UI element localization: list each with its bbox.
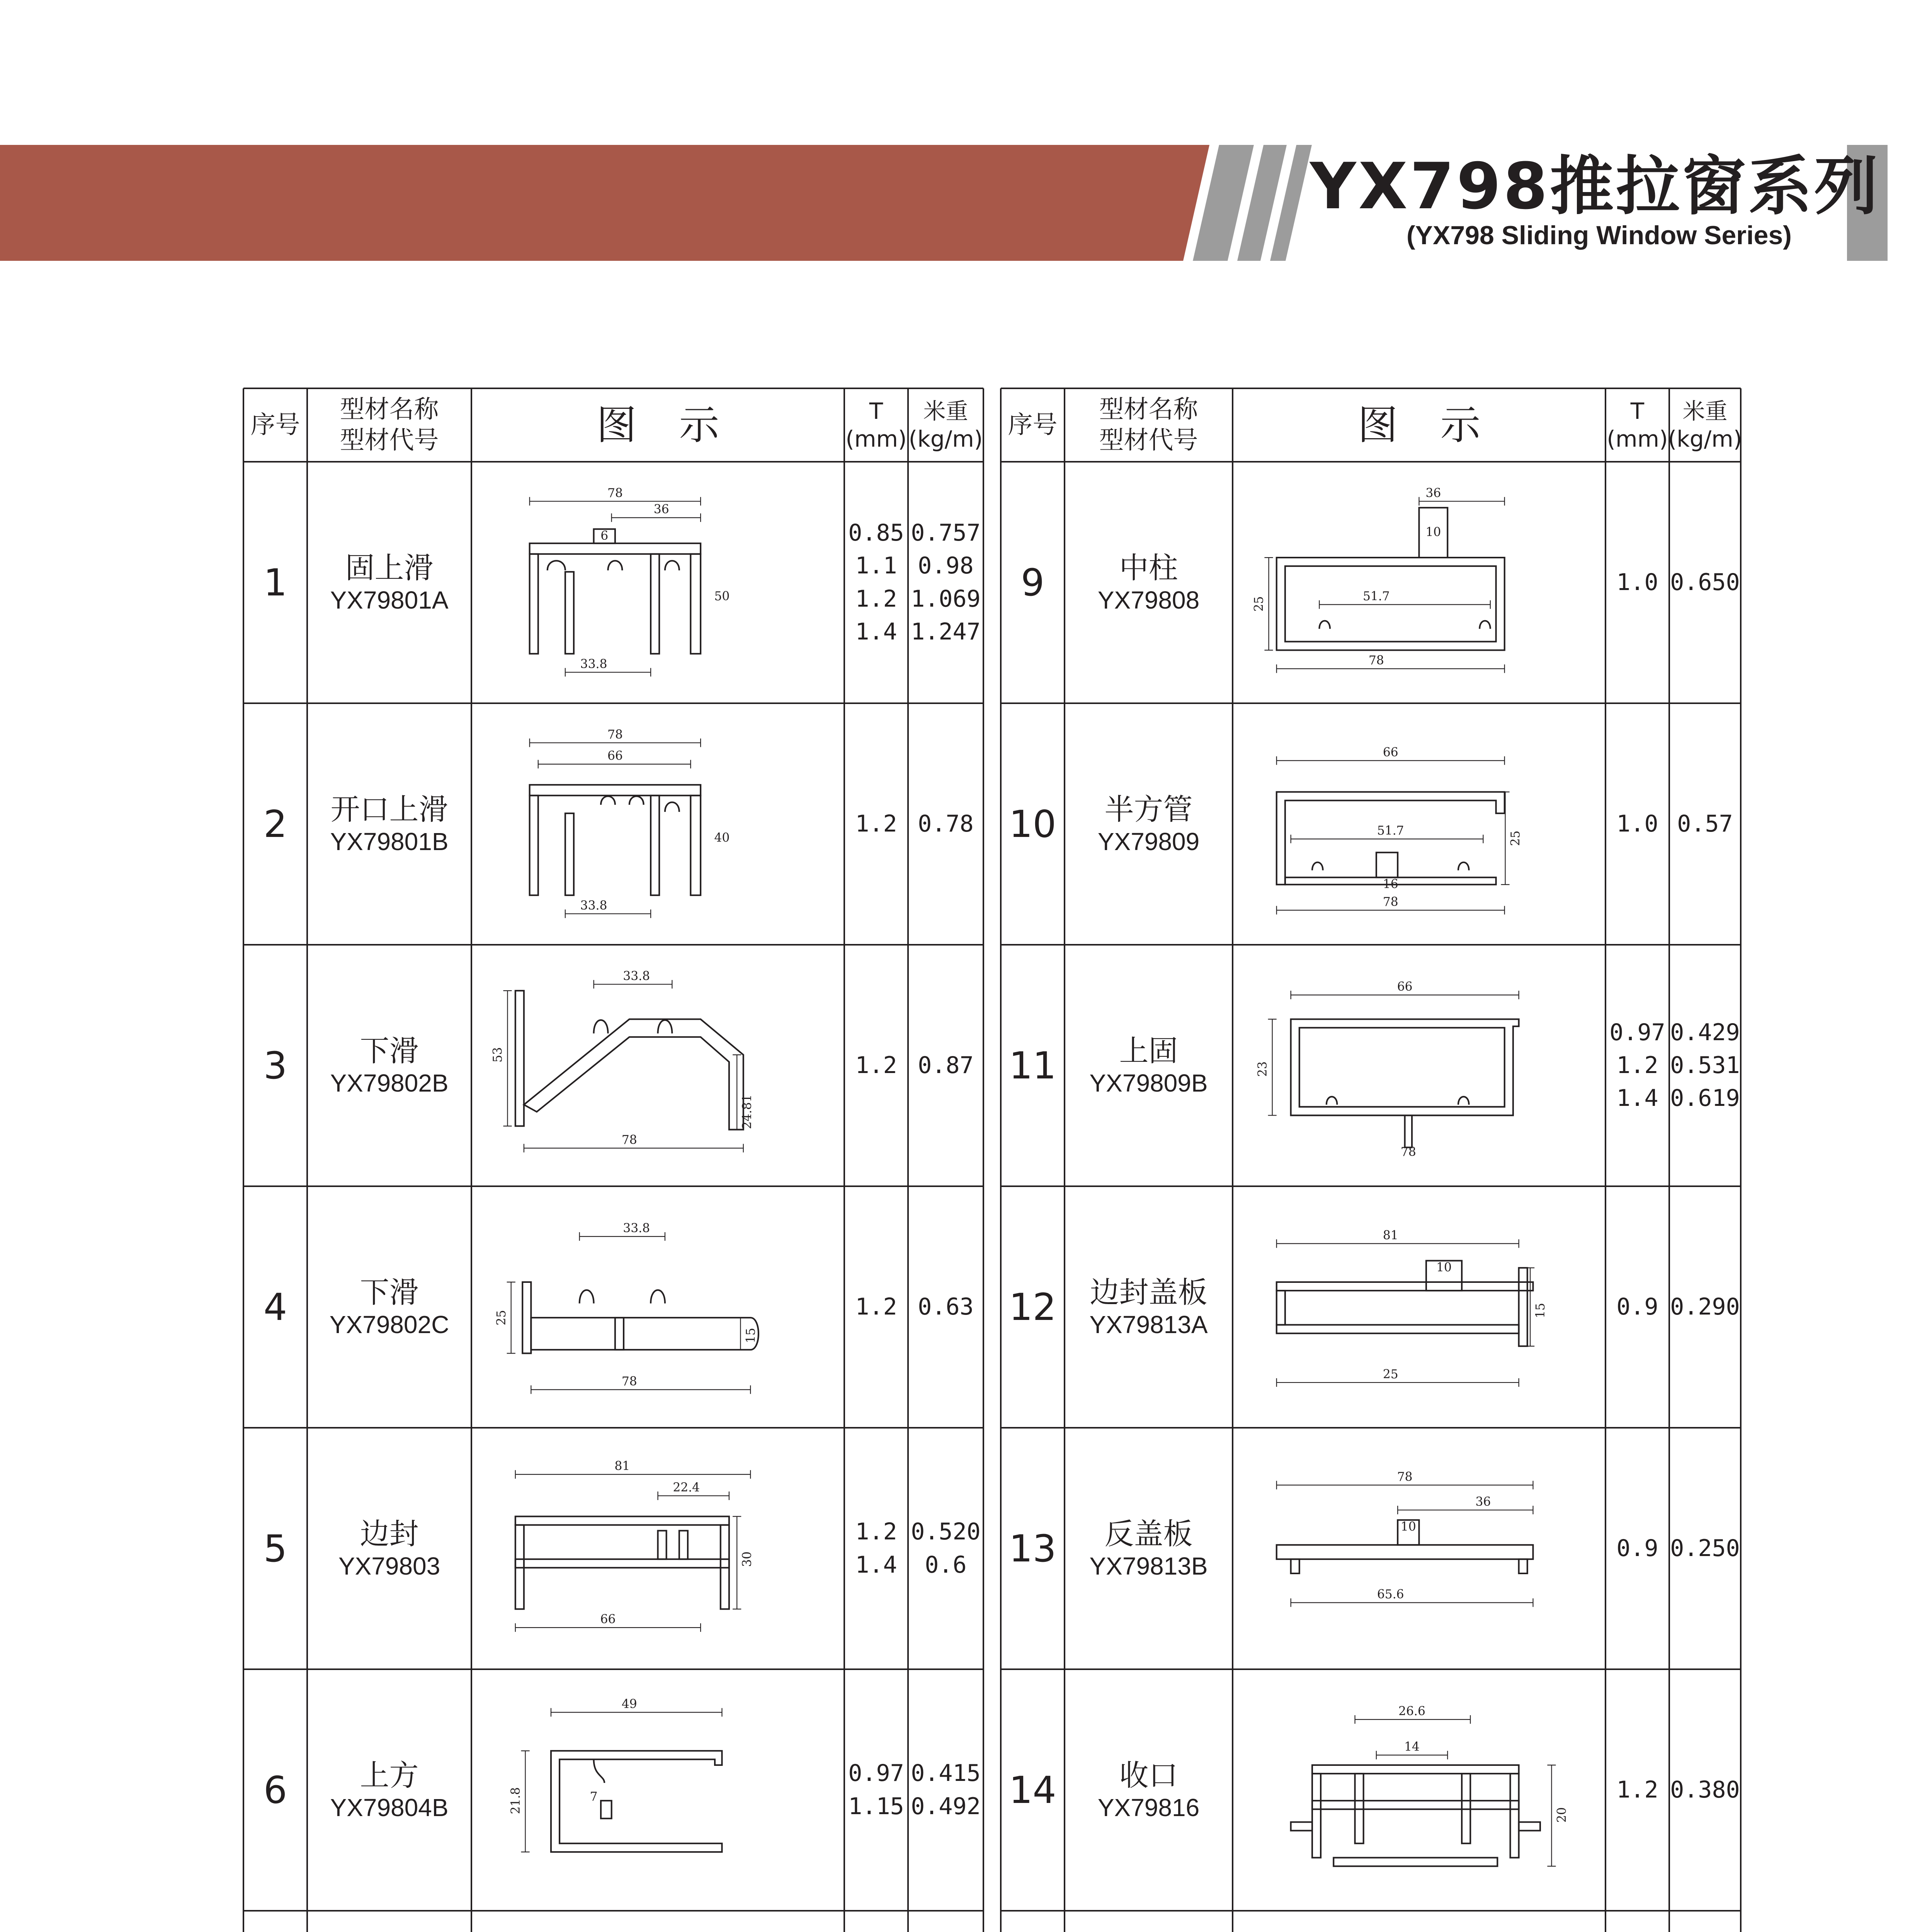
dimension-label: 78: [1368, 653, 1384, 668]
profile-outline: [690, 796, 701, 895]
dimension-label: 10: [1425, 525, 1441, 539]
profile-name: 反盖板: [1104, 1516, 1193, 1551]
dimension-label: 81: [614, 1459, 630, 1473]
profile-drawing: [1248, 1202, 1590, 1412]
profile-drawing: [487, 1443, 829, 1654]
weight-cell: [908, 945, 983, 1186]
dimension-label: 25: [1383, 1367, 1398, 1381]
profile-drawing: [1248, 477, 1590, 688]
thickness-value: 0.97: [1609, 1019, 1665, 1046]
weight-value: 0.290: [1670, 1293, 1740, 1320]
profile-drawing: [1248, 1685, 1590, 1895]
profile-outline: [530, 796, 538, 895]
thickness-value: 1.4: [1616, 1085, 1658, 1112]
thickness-value: 1.1: [855, 552, 897, 580]
profile-drawing-svg: [487, 960, 829, 1171]
dimension-label: 7: [590, 1790, 598, 1804]
row-number: [243, 1428, 307, 1669]
header-name-line1: 型材名称: [340, 395, 439, 424]
thickness-cell: [844, 1186, 908, 1428]
weight-value: 0.757: [911, 519, 981, 547]
weight-cell: [1669, 1186, 1741, 1428]
header-red-band: [0, 145, 1209, 261]
profile-code: YX79802C: [329, 1310, 449, 1338]
weight-value: 0.520: [911, 1518, 981, 1546]
thickness-cell: [1605, 1911, 1669, 1932]
weight-cell: [908, 462, 983, 703]
dimension-label: 78: [621, 1133, 637, 1147]
profile-outline: [615, 1318, 624, 1350]
weight-cell: [1669, 1669, 1741, 1911]
row-number: [243, 945, 307, 1186]
weight-value: 0.57: [1677, 810, 1733, 837]
row-number-text: 5: [263, 1527, 287, 1570]
header-name-right: [1065, 388, 1233, 462]
profile-name-cell: [1065, 1186, 1233, 1428]
header-name-line1: 型材名称: [1099, 395, 1198, 424]
profile-outline: [1291, 1822, 1312, 1830]
header-weight-line2: (kg/m): [1668, 426, 1742, 452]
profile-drawing-svg: [1248, 1202, 1590, 1412]
profile-name-cell: [307, 945, 471, 1186]
profile-outline: [651, 1290, 665, 1304]
weight-value: 0.6: [925, 1551, 967, 1578]
profile-drawing-svg: [487, 1926, 829, 1932]
thickness-value: 1.4: [855, 618, 897, 645]
weight-cell: [908, 1911, 983, 1932]
profile-outline: [594, 1759, 605, 1783]
profile-outline: [524, 1019, 743, 1130]
profile-outline: [651, 796, 659, 895]
profile-code: YX79809: [1097, 827, 1200, 855]
row-number-text: 11: [1009, 1044, 1056, 1087]
row-number: [243, 1911, 307, 1932]
row-number-text: 1: [263, 561, 287, 604]
thickness-cell: [1605, 1669, 1669, 1911]
weight-value: 0.650: [1670, 568, 1740, 596]
row-number-text: 6: [263, 1768, 287, 1812]
thickness-cell: [844, 945, 908, 1186]
profile-code: YX79813B: [1089, 1552, 1208, 1580]
profile-name: 上方: [360, 1758, 419, 1793]
profile-drawing-svg: [487, 1202, 829, 1412]
profile-outline: [1277, 1545, 1533, 1559]
profile-outline: [629, 796, 644, 805]
profile-outline: [522, 1282, 531, 1353]
profile-outline: [1291, 1559, 1299, 1573]
thickness-value: 1.0: [1616, 810, 1658, 837]
weight-cell: [908, 1428, 983, 1669]
profile-outline: [580, 1290, 594, 1304]
profile-name-cell: [1065, 945, 1233, 1186]
profile-drawing-svg: [1248, 960, 1590, 1171]
thickness-cell: [844, 462, 908, 703]
profile-outline: [1312, 1774, 1321, 1858]
weight-cell: [1669, 703, 1741, 945]
profile-outline: [1291, 1019, 1519, 1116]
row-number: [243, 462, 307, 703]
profile-name: 上固: [1119, 1033, 1178, 1068]
weight-value: 0.380: [1670, 1776, 1740, 1803]
profile-outline: [1277, 792, 1505, 885]
thickness-cell: [1605, 945, 1669, 1186]
header-seq-left: [243, 388, 307, 462]
dimension-label: 25: [1252, 596, 1266, 612]
profile-name-cell: [1065, 1669, 1233, 1911]
thickness-cell: [844, 1911, 908, 1932]
thickness-cell: [1605, 703, 1669, 945]
profile-name: 固上滑: [345, 550, 434, 585]
profile-drawing-svg: [1248, 719, 1590, 929]
dimension-label: 78: [621, 1374, 637, 1389]
thickness-value: 1.2: [855, 810, 897, 837]
thickness-cell: [844, 1428, 908, 1669]
profile-outline: [658, 1020, 672, 1034]
profile-name-cell: [1065, 703, 1233, 945]
profile-drawing-svg: [1248, 477, 1590, 688]
weight-value: 0.415: [911, 1760, 981, 1787]
dimension-label: 6: [600, 529, 609, 543]
dimension-label: 20: [1555, 1807, 1569, 1823]
profile-outline: [1327, 1097, 1337, 1105]
weight-value: 1.247: [911, 618, 981, 645]
row-number-text: 3: [263, 1044, 287, 1087]
profile-outline: [1519, 1822, 1540, 1830]
profile-code: YX79802B: [330, 1069, 449, 1097]
dimension-label: 66: [600, 1612, 616, 1627]
row-number-text: 12: [1009, 1285, 1056, 1329]
dimension-label: 25: [494, 1310, 509, 1326]
thickness-value: 1.2: [855, 1518, 897, 1546]
dimension-label: 78: [1400, 1145, 1416, 1159]
dimension-label: 81: [1383, 1228, 1398, 1243]
profile-outline: [1277, 1282, 1533, 1291]
profile-drawing: [487, 477, 829, 688]
dimension-label: 78: [1383, 895, 1398, 909]
weight-cell: [1669, 945, 1741, 1186]
dimension-label: 24.81: [740, 1094, 755, 1129]
header-figure-text: 图示: [596, 401, 762, 449]
row-number-text: 9: [1020, 561, 1045, 604]
profile-name-cell: [307, 1186, 471, 1428]
header-weight-left: [908, 388, 983, 462]
header-t-line2: (mm): [1607, 426, 1668, 452]
row-number: [1001, 462, 1065, 703]
dimension-label: 66: [607, 749, 623, 763]
profile-outline: [1285, 566, 1496, 641]
dimension-label: 36: [1425, 486, 1441, 500]
profile-outline: [1312, 862, 1323, 871]
header-seq-text: 序号: [1008, 411, 1058, 439]
header-t-left: [844, 388, 908, 462]
dimension-label: 22.4: [673, 1481, 700, 1495]
profile-name: 开口上滑: [330, 792, 448, 827]
profile-code: YX79816: [1097, 1793, 1200, 1821]
profile-name-cell: [307, 462, 471, 703]
profile-name-cell: [1065, 462, 1233, 703]
profile-table: [243, 388, 1741, 1932]
weight-cell: [1669, 462, 1741, 703]
header-weight-line2: (kg/m): [908, 426, 983, 452]
profile-drawing: [1248, 960, 1590, 1171]
dimension-label: 33.8: [580, 657, 607, 671]
thickness-value: 1.2: [1616, 1776, 1658, 1803]
profile-outline: [1277, 558, 1505, 650]
thickness-value: 1.2: [855, 585, 897, 612]
profile-outline: [1277, 1291, 1285, 1325]
thickness-value: 1.4: [855, 1551, 897, 1578]
profile-drawing: [487, 960, 829, 1171]
thickness-value: 1.2: [855, 1293, 897, 1320]
dimension-label: 25: [1509, 830, 1523, 846]
profile-name-cell: [307, 703, 471, 945]
header-figure-text: 图示: [1357, 401, 1523, 449]
profile-code: YX79801B: [330, 827, 449, 855]
header-figure-left: [471, 388, 844, 462]
profile-code: YX79803: [338, 1552, 440, 1580]
header-figure-right: [1233, 388, 1605, 462]
profile-name: 中柱: [1119, 550, 1178, 585]
profile-outline: [690, 554, 701, 654]
header-weight-right: [1669, 388, 1741, 462]
header-name-line2: 型材代号: [340, 426, 439, 455]
dimension-label: 36: [1475, 1495, 1491, 1509]
profile-drawing: [487, 1685, 829, 1895]
thickness-value: 1.2: [1616, 1051, 1658, 1079]
dimension-label: 30: [740, 1551, 755, 1567]
dimension-label: 78: [607, 728, 623, 742]
profile-name-cell: [307, 1428, 471, 1669]
dimension-label: 33.8: [623, 969, 650, 983]
profile-outline: [1376, 852, 1398, 878]
dimension-label: 23: [1255, 1061, 1270, 1077]
profile-drawing-svg: [1248, 1443, 1590, 1654]
weight-value: 0.78: [918, 810, 974, 837]
profile-outline: [1319, 621, 1330, 629]
profile-name: 边封盖板: [1090, 1275, 1208, 1310]
profile-drawing-svg: [487, 1443, 829, 1654]
profile-outline: [1277, 1325, 1519, 1333]
thickness-value: 0.97: [848, 1760, 904, 1787]
weight-value: 0.98: [918, 552, 974, 580]
row-number-text: 13: [1009, 1527, 1056, 1570]
weight-value: 0.492: [911, 1793, 981, 1820]
row-number: [1001, 945, 1065, 1186]
dimension-label: 26.6: [1398, 1704, 1425, 1718]
dimension-label: 51.7: [1362, 589, 1390, 604]
dimension-label: 36: [653, 502, 669, 517]
dimension-label: 10: [1436, 1260, 1452, 1275]
profile-name-cell: [307, 1669, 471, 1911]
weight-value: 0.531: [1670, 1051, 1740, 1079]
dimension-label: 16: [1383, 877, 1398, 891]
profile-outline: [515, 991, 524, 1126]
profile-outline: [679, 1531, 688, 1559]
header-t-line1: T: [1630, 398, 1645, 424]
profile-name-cell: [1065, 1428, 1233, 1669]
profile-outline: [530, 785, 701, 796]
profile-drawing: [487, 719, 829, 929]
thickness-value: 0.9: [1616, 1293, 1658, 1320]
profile-drawing: [1248, 1926, 1590, 1932]
dimension-label: 78: [607, 486, 623, 500]
profile-drawing-svg: [487, 477, 829, 688]
thickness-cell: [1605, 462, 1669, 703]
row-number-text: 10: [1009, 802, 1056, 846]
dimension-label: 53: [491, 1047, 505, 1063]
profile-name-cell: [307, 1911, 471, 1932]
header-name-line2: 型材代号: [1099, 426, 1198, 455]
thickness-value: 1.0: [1616, 568, 1658, 596]
weight-cell: [1669, 1428, 1741, 1669]
row-number: [243, 1669, 307, 1911]
profile-outline: [1519, 1559, 1527, 1573]
row-number-text: 14: [1009, 1768, 1056, 1812]
row-number: [1001, 1186, 1065, 1428]
profile-drawing: [1248, 1443, 1590, 1654]
dimension-label: 65.6: [1377, 1587, 1404, 1602]
header-name-left: [307, 388, 471, 462]
profile-outline: [565, 813, 574, 895]
row-number-text: 4: [263, 1285, 287, 1329]
profile-outline: [1519, 1268, 1527, 1346]
profile-drawing-svg: [487, 1685, 829, 1895]
profile-code: YX79809B: [1089, 1069, 1208, 1097]
profile-outline: [1458, 862, 1469, 871]
profile-outline: [1312, 1801, 1519, 1809]
profile-outline: [658, 1531, 667, 1559]
profile-outline: [530, 543, 701, 554]
row-number-text: 2: [263, 802, 287, 846]
profile-outline: [601, 1801, 612, 1818]
weight-cell: [1669, 1911, 1741, 1932]
weight-cell: [908, 1669, 983, 1911]
profile-outline: [1405, 1116, 1412, 1148]
thickness-cell: [844, 1669, 908, 1911]
profile-code: YX79801A: [330, 586, 449, 614]
header-t-right: [1605, 388, 1669, 462]
profile-name: 半方管: [1104, 792, 1193, 827]
header-seq-right: [1001, 388, 1065, 462]
row-number: [1001, 1669, 1065, 1911]
profile-name-cell: [1065, 1911, 1233, 1932]
profile-outline: [665, 561, 679, 570]
header-seq-text: 序号: [250, 411, 300, 439]
profile-name: 收口: [1119, 1758, 1178, 1793]
dimension-label: 33.8: [580, 898, 607, 913]
profile-name: 下滑: [360, 1275, 419, 1310]
page-title: YX798推拉窗系列: [1310, 149, 1881, 223]
profile-outline: [1510, 1774, 1519, 1858]
profile-outline: [530, 554, 538, 654]
profile-outline: [1333, 1858, 1497, 1866]
profile-outline: [548, 561, 565, 570]
profile-outline: [601, 796, 615, 805]
thickness-value: 1.2: [855, 1051, 897, 1079]
thickness-value: 0.85: [848, 519, 904, 547]
header-weight-line1: 米重: [1682, 398, 1728, 424]
weight-value: 0.87: [918, 1051, 974, 1079]
profile-outline: [1480, 621, 1490, 629]
row-number: [1001, 1911, 1065, 1932]
thickness-cell: [1605, 1428, 1669, 1669]
header-t-line1: T: [869, 398, 883, 424]
row-number: [243, 1186, 307, 1428]
header-weight-line1: 米重: [923, 398, 968, 424]
profile-drawing-svg: [487, 719, 829, 929]
row-number: [1001, 703, 1065, 945]
dimension-label: 10: [1400, 1520, 1416, 1534]
thickness-value: 0.9: [1616, 1534, 1658, 1562]
page-subtitle: (YX798 Sliding Window Series): [1406, 221, 1792, 250]
profile-outline: [1312, 1765, 1519, 1774]
profile-outline: [1458, 1097, 1469, 1105]
profile-code: YX79804B: [330, 1793, 449, 1821]
dimension-label: 51.7: [1377, 824, 1404, 838]
weight-value: 0.429: [1670, 1019, 1740, 1046]
dimension-label: 40: [714, 831, 730, 845]
weight-value: 1.069: [911, 585, 981, 612]
profile-name: 下滑: [360, 1033, 419, 1068]
profile-code: YX79813A: [1089, 1310, 1208, 1338]
profile-drawing: [487, 1202, 829, 1412]
profile-outline: [565, 572, 574, 654]
thickness-value: 1.15: [848, 1793, 904, 1820]
weight-value: 0.63: [918, 1293, 974, 1320]
header-t-line2: (mm): [845, 426, 907, 452]
dimension-label: 21.8: [509, 1787, 523, 1815]
profile-code: YX79808: [1097, 586, 1200, 614]
profile-outline: [665, 802, 679, 812]
profile-drawing: [487, 1926, 829, 1932]
profile-drawing-svg: [1248, 1685, 1590, 1895]
weight-value: 0.250: [1670, 1534, 1740, 1562]
profile-outline: [515, 1559, 729, 1568]
profile-outline: [551, 1751, 722, 1852]
dimension-label: 15: [1534, 1303, 1548, 1318]
weight-cell: [908, 703, 983, 945]
profile-outline: [515, 1517, 729, 1525]
dimension-label: 66: [1397, 980, 1413, 994]
profile-name: 边封: [360, 1516, 419, 1551]
dimension-label: 49: [621, 1697, 637, 1711]
dimension-label: 50: [714, 589, 730, 604]
profile-outline: [1299, 1028, 1505, 1107]
dimension-label: 33.8: [623, 1221, 650, 1235]
dimension-label: 66: [1383, 745, 1398, 760]
weight-cell: [908, 1186, 983, 1428]
thickness-cell: [1605, 1186, 1669, 1428]
dimension-label: 14: [1404, 1740, 1420, 1754]
dimension-label: 15: [744, 1328, 758, 1344]
weight-value: 0.619: [1670, 1085, 1740, 1112]
profile-outline: [608, 561, 622, 570]
profile-outline: [531, 1318, 759, 1350]
profile-drawing: [1248, 719, 1590, 929]
dimension-label: 78: [1397, 1470, 1413, 1484]
row-number: [1001, 1428, 1065, 1669]
profile-outline: [651, 554, 659, 654]
profile-outline: [594, 1020, 608, 1034]
thickness-cell: [844, 703, 908, 945]
row-number: [243, 703, 307, 945]
